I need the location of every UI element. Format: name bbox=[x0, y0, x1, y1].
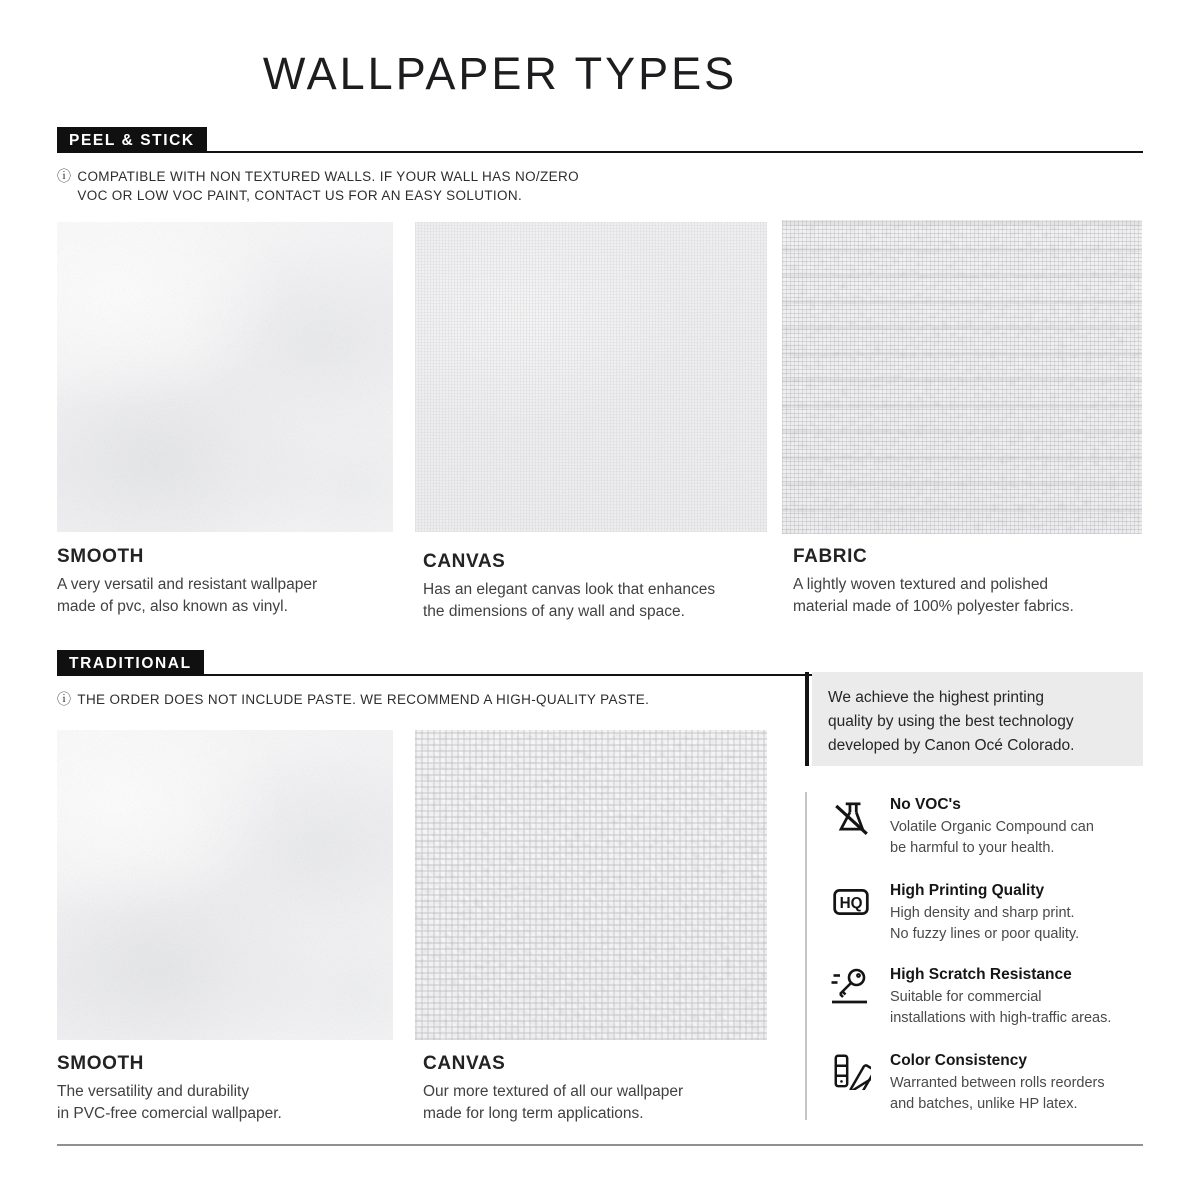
desc-line: A very versatil and resistant wallpaper bbox=[57, 576, 318, 593]
feature-title: No VOC's bbox=[890, 796, 961, 813]
desc-line: in PVC-free comercial wallpaper. bbox=[57, 1104, 282, 1122]
swatch-title: CANVAS bbox=[423, 551, 506, 572]
grain-overlay bbox=[57, 222, 393, 532]
desc-line: material made of 100% polyester fabrics. bbox=[793, 597, 1074, 615]
feature-description bbox=[890, 903, 1146, 944]
desc-line: installations with high-traffic areas. bbox=[890, 1009, 1112, 1026]
desc-line: Warranted between rolls reorders bbox=[890, 1075, 1105, 1091]
feature-description bbox=[890, 817, 1146, 858]
desc-line: No fuzzy lines or poor quality. bbox=[890, 925, 1080, 942]
feature-no-vocs bbox=[890, 795, 1146, 858]
desc-line: Volatile Organic Compound can bbox=[890, 819, 1094, 835]
desc-line: be harmful to your health. bbox=[890, 839, 1055, 856]
swatch-image-smooth-traditional bbox=[57, 730, 393, 1040]
callout-line: quality by using the best technology bbox=[828, 713, 1074, 730]
info-icon: ⓘ bbox=[57, 168, 72, 184]
swatch-description bbox=[423, 1081, 683, 1124]
desc-line: made of pvc, also known as vinyl. bbox=[57, 597, 288, 615]
callout-line: developed by Canon Océ Colorado. bbox=[828, 737, 1075, 754]
desc-line: and batches, unlike HP latex. bbox=[890, 1095, 1078, 1112]
desc-line: the dimensions of any wall and space. bbox=[423, 602, 685, 620]
section-label-peel-stick bbox=[57, 127, 207, 153]
quality-callout bbox=[812, 672, 1143, 766]
desc-line: High density and sharp print. bbox=[890, 905, 1075, 921]
feature-title: High Printing Quality bbox=[890, 882, 1045, 899]
desc-line: Has an elegant canvas look that enhances bbox=[423, 581, 716, 598]
grain-overlay bbox=[57, 730, 393, 1040]
color-icon bbox=[831, 1050, 871, 1092]
callout-accent-bar bbox=[805, 672, 809, 766]
traditional-note bbox=[57, 690, 649, 709]
feature-title: Color Consistency bbox=[890, 1052, 1027, 1069]
feature-color-consistency bbox=[890, 1051, 1146, 1114]
swatch-title: SMOOTH bbox=[57, 1053, 144, 1074]
section-label-traditional bbox=[57, 650, 204, 676]
no-voc-icon bbox=[831, 797, 871, 839]
peel-stick-note bbox=[57, 167, 579, 205]
page-title: WALLPAPER TYPES bbox=[262, 48, 738, 99]
hq-icon bbox=[831, 882, 871, 924]
grain-overlay bbox=[782, 220, 1142, 534]
section-label-text: TRADITIONAL bbox=[69, 655, 192, 672]
swatch-title: CANVAS bbox=[423, 1053, 506, 1074]
section-label-text: PEEL & STICK bbox=[69, 132, 195, 149]
swatch-image-canvas-traditional bbox=[415, 730, 767, 1040]
swatch-description bbox=[57, 574, 317, 617]
feature-description bbox=[890, 1073, 1146, 1114]
note-line: COMPATIBLE WITH NON TEXTURED WALLS. IF YOUR WALL HAS NO/ZERO bbox=[77, 169, 579, 184]
features-divider-line bbox=[805, 792, 807, 1120]
swatch-title: FABRIC bbox=[793, 546, 868, 567]
hq-badge-text: HQ bbox=[839, 894, 863, 912]
bottom-divider bbox=[57, 1144, 1143, 1146]
feature-title: High Scratch Resistance bbox=[890, 966, 1072, 983]
callout-line: We achieve the highest printing bbox=[828, 689, 1044, 706]
desc-line: Our more textured of all our wallpaper bbox=[423, 1083, 684, 1100]
desc-line: A lightly woven textured and polished bbox=[793, 576, 1049, 593]
swatch-description bbox=[423, 579, 715, 622]
note-line: THE ORDER DOES NOT INCLUDE PASTE. WE RECOMMEND A HIGH-QUALITY PASTE. bbox=[77, 692, 650, 707]
swatch-description bbox=[57, 1081, 282, 1124]
feature-description bbox=[890, 987, 1146, 1028]
swatch-image-fabric bbox=[782, 220, 1142, 534]
swatch-description bbox=[793, 574, 1074, 617]
note-text bbox=[77, 167, 579, 205]
swatch-image-smooth bbox=[57, 222, 393, 532]
desc-line: The versatility and durability bbox=[57, 1083, 250, 1100]
peel-stick-rule bbox=[57, 151, 1143, 153]
feature-high-printing-quality bbox=[890, 881, 1146, 944]
desc-line: Suitable for commercial bbox=[890, 989, 1042, 1005]
scratch-icon bbox=[829, 965, 869, 1007]
swatch-image-canvas bbox=[415, 222, 767, 532]
swatch-title: SMOOTH bbox=[57, 546, 144, 567]
note-line: VOC OR LOW VOC PAINT, CONTACT US FOR AN EASY SOLUTION. bbox=[77, 188, 523, 203]
grain-overlay bbox=[415, 730, 767, 1040]
info-icon: ⓘ bbox=[57, 691, 72, 707]
note-text bbox=[77, 690, 649, 709]
feature-high-scratch-resistance bbox=[890, 965, 1146, 1028]
desc-line: made for long term applications. bbox=[423, 1104, 644, 1122]
grain-overlay bbox=[415, 222, 767, 532]
